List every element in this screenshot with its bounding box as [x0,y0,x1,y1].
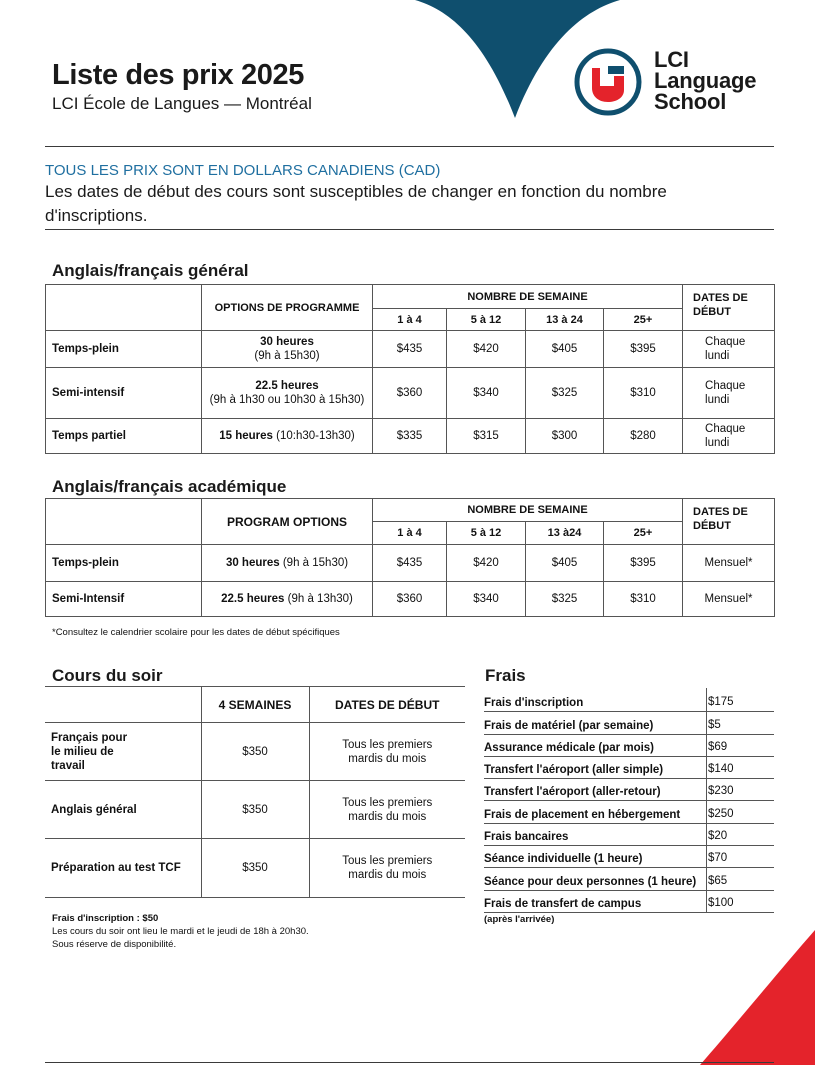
evening-fee-note: Frais d'inscription : $50 [52,913,159,924]
price-cell: $435 [373,331,447,368]
fee-row [484,690,774,712]
row-label: Temps-plein [46,545,202,582]
start-dates: Mensuel* [683,582,775,617]
table-row [45,839,465,898]
price-cell: $405 [526,545,604,582]
fee-value: $65 [708,874,728,887]
fee-value: $20 [708,830,728,843]
section-title-fees: Frais [485,666,526,685]
price-cell: $340 [447,368,526,419]
week-col-header: 13 à24 [526,522,604,545]
program-option: 22.5 heures (9h à 1h30 ou 10h30 à 15h30) [202,368,373,419]
table-row [45,781,465,839]
fee-row [484,757,774,779]
start-dates: Chaque lundi [683,419,775,454]
start-dates: Tous les premiers mardis du mois [309,839,465,898]
price-cell: $350 [201,781,309,839]
price-cell: $335 [373,419,447,454]
evening-table [45,686,465,898]
price-cell: $310 [604,368,683,419]
logo-wordmark [654,49,756,112]
price-cell: $315 [447,419,526,454]
week-col-header: 1 à 4 [373,522,447,545]
price-cell: $395 [604,545,683,582]
row-label: Semi-Intensif [46,582,202,617]
price-cell: $420 [447,545,526,582]
fee-row [484,891,774,913]
fee-value: $175 [708,696,734,709]
fee-value: $230 [708,785,734,798]
campus-transfer-note: (après l'arrivée) [484,913,555,925]
fee-label: Séance individuelle (1 heure) [484,853,643,866]
section-title-academic: Anglais/français académique [52,477,287,496]
price-cell: $310 [604,582,683,617]
fee-label: Transfert l'aéroport (aller simple) [484,764,664,777]
academic-price-table [45,498,775,617]
corner-decorative-shape [700,930,815,1065]
evening-schedule-note: Les cours du soir ont lieu le mardi et le jeudi de 18h à 20h30. [52,926,309,937]
fee-row [484,801,774,823]
week-col-header: 1 à 4 [373,309,447,331]
price-cell: $350 [201,723,309,781]
week-col-header: 13 à 24 [526,309,604,331]
fee-label: Assurance médicale (par mois) [484,741,655,754]
bottom-divider [45,1062,774,1063]
price-cell: $435 [373,545,447,582]
academic-footnote: *Consultez le calendrier scolaire pour les dates de début spécifiques [52,627,340,638]
table-row [46,419,775,454]
start-dates: Tous les premiers mardis du mois [309,781,465,839]
row-label: Français pour le milieu de travail [45,723,201,781]
intro-text: Les dates de début des cours sont susceptibles de changer en fonction du nombre d'inscriptions. [45,182,667,225]
price-cell: $360 [373,368,447,419]
week-col-header: 25+ [604,309,683,331]
options-header: PROGRAM OPTIONS [202,499,373,545]
evening-notes [52,912,309,951]
weeks-header: NOMBRE DE SEMAINE [373,499,683,522]
row-label: Anglais général [45,781,201,839]
week-col-header: 25+ [604,522,683,545]
fee-value: $100 [708,896,734,909]
fee-value: $70 [708,852,728,865]
fee-label: Frais d'inscription [484,697,584,710]
fee-row [484,824,774,846]
fee-value: $5 [708,718,721,731]
options-header: OPTIONS DE PROGRAMME [202,285,373,331]
fee-label: Frais de transfert de campus [484,897,642,910]
page-title: Liste des prix 2025 [52,59,304,91]
general-price-table [45,284,775,454]
corner-cell [45,687,201,723]
section-title-evening: Cours du soir [52,666,163,685]
start-dates: Mensuel* [683,545,775,582]
fee-value: $250 [708,807,734,820]
price-cell: $395 [604,331,683,368]
row-label: Semi-intensif [46,368,202,419]
price-cell: $340 [447,582,526,617]
fee-label: Frais bancaires [484,831,569,844]
week-col-header: 5 à 12 [447,309,526,331]
fee-row [484,712,774,734]
dates-header: DATES DE DÉBUT [683,285,775,331]
table-row [46,331,775,368]
start-dates: Chaque lundi [683,331,775,368]
price-cell: $405 [526,331,604,368]
row-label: Temps-plein [46,331,202,368]
price-cell: $325 [526,368,604,419]
start-dates: Tous les premiers mardis du mois [309,723,465,781]
divider [45,229,774,230]
logo-line: Language [654,68,757,93]
price-cell: $300 [526,419,604,454]
weeks-header: NOMBRE DE SEMAINE [373,285,683,309]
fee-row [484,735,774,757]
fee-label: Transfert l'aéroport (aller-retour) [484,786,661,799]
dates-header: DATES DE DÉBUT [683,499,775,545]
corner-cell [46,499,202,545]
price-cell: $350 [201,839,309,898]
row-label: Temps partiel [46,419,202,454]
fee-label: Séance pour deux personnes (1 heure) [484,875,697,888]
fee-label: Frais de matériel (par semaine) [484,719,654,732]
price-cell: $280 [604,419,683,454]
fee-value: $69 [708,740,728,753]
program-option: 15 heures (10:h30-13h30) [202,419,373,454]
section-title-general: Anglais/français général [52,261,249,280]
price-cell: $420 [447,331,526,368]
fee-value: $140 [708,763,734,776]
table-row [46,545,775,582]
row-label: Préparation au test TCF [45,839,201,898]
evening-weeks-header: 4 SEMAINES [201,687,309,723]
logo-line: School [654,89,727,114]
logo-line: LCI [654,47,689,72]
price-cell: $360 [373,582,447,617]
table-row [46,368,775,419]
fee-row [484,779,774,801]
fees-list [484,690,774,925]
week-col-header: 5 à 12 [447,522,526,545]
availability-note: Sous réserve de disponibilité. [52,939,177,950]
program-option: 30 heures (9h à 15h30) [202,545,373,582]
fee-row [484,868,774,890]
price-cell: $325 [526,582,604,617]
currency-note: TOUS LES PRIX SONT EN DOLLARS CANADIENS (CAD) [45,162,441,179]
table-row [46,582,775,617]
program-option: 22.5 heures (9h à 13h30) [202,582,373,617]
fee-label: Frais de placement en hébergement [484,808,681,821]
divider [45,146,774,147]
program-option: 30 heures (9h à 15h30) [202,331,373,368]
lci-logo-icon [574,48,642,116]
fee-row [484,846,774,868]
start-dates: Chaque lundi [683,368,775,419]
corner-cell [46,285,202,331]
evening-dates-header: DATES DE DÉBUT [309,687,465,723]
page-subtitle: LCI École de Langues — Montréal [52,94,312,113]
table-row [45,723,465,781]
